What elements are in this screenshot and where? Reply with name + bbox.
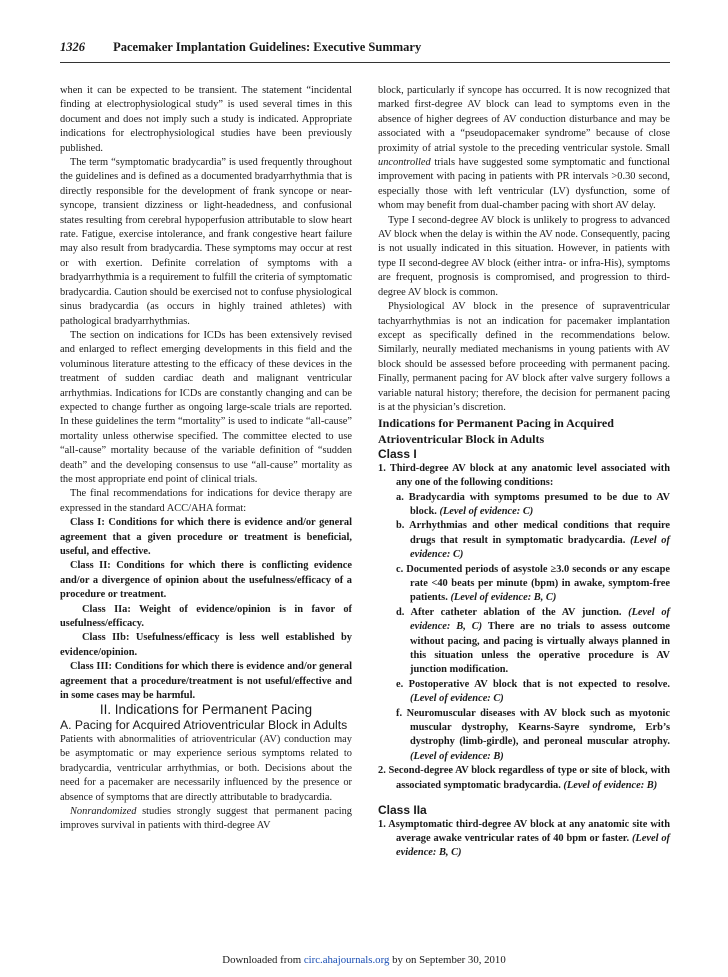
subitem-text: b. Arrhythmias and other medical conditions that require drugs that result in symptomatic bradycardia. (396, 520, 670, 546)
page-number: 1326 (60, 40, 85, 54)
download-footer (0, 954, 728, 966)
left-column (60, 84, 352, 834)
header-rule (60, 62, 670, 63)
class-definition: Class II: Conditions for which there is conflicting evidence and/or a divergence of opinion about the usefulness/efficacy of a procedure or treatment. (60, 560, 352, 601)
paragraph: Patients with abnormalities of atrioventricular (AV) conduction may be asymptomatic or may experience serious symptoms related to bradycardia, ventricular arrhythmias, or both. Decisions about the need for a pacemaker are necessarily influenced by the presence or absence of symptoms that are directly attributable to bradycardia. (60, 733, 352, 803)
evidence-level: (Level of evidence: C) (439, 505, 534, 517)
subitem-text: a. Bradycardia with symptoms presumed to be due to AV block. (396, 491, 670, 517)
recommendation-text: 2. Second-degree AV block regardless of type or site of block, with associated symptomatic bradycardia. (378, 765, 670, 791)
footer-text: Downloaded from (222, 954, 304, 966)
subitem-text: d. After catheter ablation of the AV junction. (396, 606, 622, 618)
subitem-text: c. Documented periods of asystole ≥3.0 seconds or any escape rate <40 beats per minute (bpm) in awake, symptom-free patients. (396, 563, 670, 604)
recommendation-subitem (378, 563, 670, 606)
paragraph: The term “symptomatic bradycardia” is used frequently throughout the guidelines and is defined as a documented bradyarrhythmia that is directly responsible for the development of frank syncope or near-syncope, transient dizziness or light-headedness, and confusional states resulting from cerebral hypoperfusion attributable to slow heart rate. Fatigue, exercise intolerance, and frank congestive heart failure may also result from bradycardia. These symptoms may occur at rest or with exertion. Definite correlation of symptoms with a bradyarrhythmia is a requirement to fulfill the criteria of symptomatic bradycardia. Caution should be exercised not to confuse physiological sinus bradycardia (as occurs in highly trained athletes) with pathological bradyarrhythmias. (60, 157, 352, 327)
evidence-level: (Level of evidence: B) (410, 750, 504, 762)
section-heading: II. Indications for Permanent Pacing (99, 702, 313, 718)
class-label: Class IIa (378, 803, 427, 818)
emphasis: Nonrandomized (70, 805, 137, 817)
emphasis: uncontrolled (378, 157, 431, 169)
paragraph-text: block, particularly if syncope has occurred. It is now recognized that marked first-degree AV block can lead to symptoms even in the absence of higher degrees of AV conduction disturbance and may be associated with a “pseudopacemaker syndrome” because of close proximity of atrial systole to the preceding ventricular systole. Small (378, 85, 670, 154)
subsection-heading: A. Pacing for Acquired Atrioventricular Block in Adults (60, 717, 348, 732)
class-label: Class I (378, 447, 417, 462)
running-header (60, 40, 670, 55)
paragraph: The final recommendations for indications for device therapy are expressed in the standard ACC/AHA format: (60, 488, 352, 514)
recommendation (378, 818, 670, 861)
recommendation: 1. Third-degree AV block at any anatomic level associated with any one of the following conditions: (378, 462, 670, 489)
recommendation-subitem (378, 707, 670, 765)
recommendation-subitem (378, 491, 670, 520)
paragraph (60, 805, 352, 834)
paragraph: when it can be expected to be transient. The statement “incidental finding at electrophysiological study” is used several times in this document and does not imply such a study is indicated. Appropriate indications for electrophysiological studies have been previously published. (60, 85, 352, 154)
paragraph-text: studies strongly suggest that permanent pacing improves survival in patients with third-degree AV (60, 805, 352, 832)
evidence-level: (Level of evidence: B, C) (410, 606, 670, 633)
evidence-level: (Level of evidence: B, C) (450, 592, 557, 604)
paragraph: Physiological AV block in the presence of supraventricular tachyarrhythmias is not an indication for pacemaker implantation except as specifically defined in the recommendations below. Similarly, neurally mediated mechanisms in young patients with AV block should be assessed before proceeding with permanent pacing. Finally, permanent pacing for AV block after valve surgery follows a variable natural history; therefore, the decision for permanent pacing is at the physician’s discretion. (378, 301, 670, 413)
evidence-level: (Level of evidence: B) (563, 779, 658, 791)
paragraph: The section on indications for ICDs has been extensively revised and enlarged to reflect emerging developments in this field and the voluminous literature attesting to the efficacy of these devices in the treatment of sudden cardiac death and malignant ventricular arrhythmias. Indications for ICDs are constantly changing and can be expected to change further as ongoing large-scale trials are reported. In these guidelines the term “mortality” is used to indicate “all-cause” mortality unless otherwise specified. The committee elected to use “all-cause” mortality because of the variable definition of “sudden death” and the developing consensus to use “all-cause” mortality as the most appropriate end point of clinical trials. (60, 329, 352, 485)
paragraph: Type I second-degree AV block is unlikely to progress to advanced AV block when the delay is within the AV node. Consequently, pacing is not usually indicated in this situation. However, in patients with type II second-degree AV block (either intra- or infra-His), symptoms are frequent, prognosis is compromised, and progression to third-degree AV block is common. (378, 214, 670, 298)
recommendation-text: 1. Asymptomatic third-degree AV block at any anatomic site with average awake ventricular rates of 40 bpm or faster. (378, 818, 670, 844)
class-definition: Class IIb: Usefulness/efficacy is less well established by evidence/opinion. (60, 632, 352, 658)
paragraph-text: trials have suggested some symptomatic and functional improvement with pacing in patients with PR intervals >0.30 second, especially those with left ventricular (LV) dysfunction, some of whom may benefit from dual-chamber pacing with short AV delay. (378, 157, 670, 212)
recommendation-subitem (378, 678, 670, 707)
right-column (378, 84, 670, 861)
class-definition: Class III: Conditions for which there is evidence and/or general agreement that a procedure/treatment is not useful/effective and in some cases may be harmful. (60, 661, 352, 702)
recommendation-subitem (378, 606, 670, 678)
paragraph (378, 84, 670, 214)
footer-text: by on September 30, 2010 (389, 954, 506, 966)
subitem-text: There are no trials to assess outcome without pacing, and pacing is virtually always planned in this situation unless the operative procedure is AV junction modification. (410, 621, 671, 676)
class-definition: Class I: Conditions for which there is evidence and/or general agreement that a given procedure or treatment is beneficial, useful, and effective. (60, 517, 352, 557)
class-definition: Class IIa: Weight of evidence/opinion is in favor of usefulness/efficacy. (60, 603, 352, 630)
recommendation-subitem (378, 519, 670, 562)
evidence-level: (Level of evidence: C) (410, 534, 670, 561)
running-title: Pacemaker Implantation Guidelines: Executive Summary (113, 40, 422, 54)
subitem-text: e. Postoperative AV block that is not expected to resolve. (396, 678, 670, 690)
subitem-text: f. Neuromuscular diseases with AV block such as myotonic muscular dystrophy, Kearns-Sayre syndrome, Erb’s dystrophy (limb-girdle), and peroneal muscular atrophy. (396, 707, 670, 748)
evidence-level: (Level of evidence: B, C) (396, 832, 671, 859)
evidence-level: (Level of evidence: C) (410, 693, 504, 705)
recommendation (378, 764, 670, 793)
recommendations-heading: Indications for Permanent Pacing in Acquired Atrioventricular Block in Adults (378, 416, 614, 447)
journal-link[interactable]: circ.ahajournals.org (303, 954, 390, 966)
